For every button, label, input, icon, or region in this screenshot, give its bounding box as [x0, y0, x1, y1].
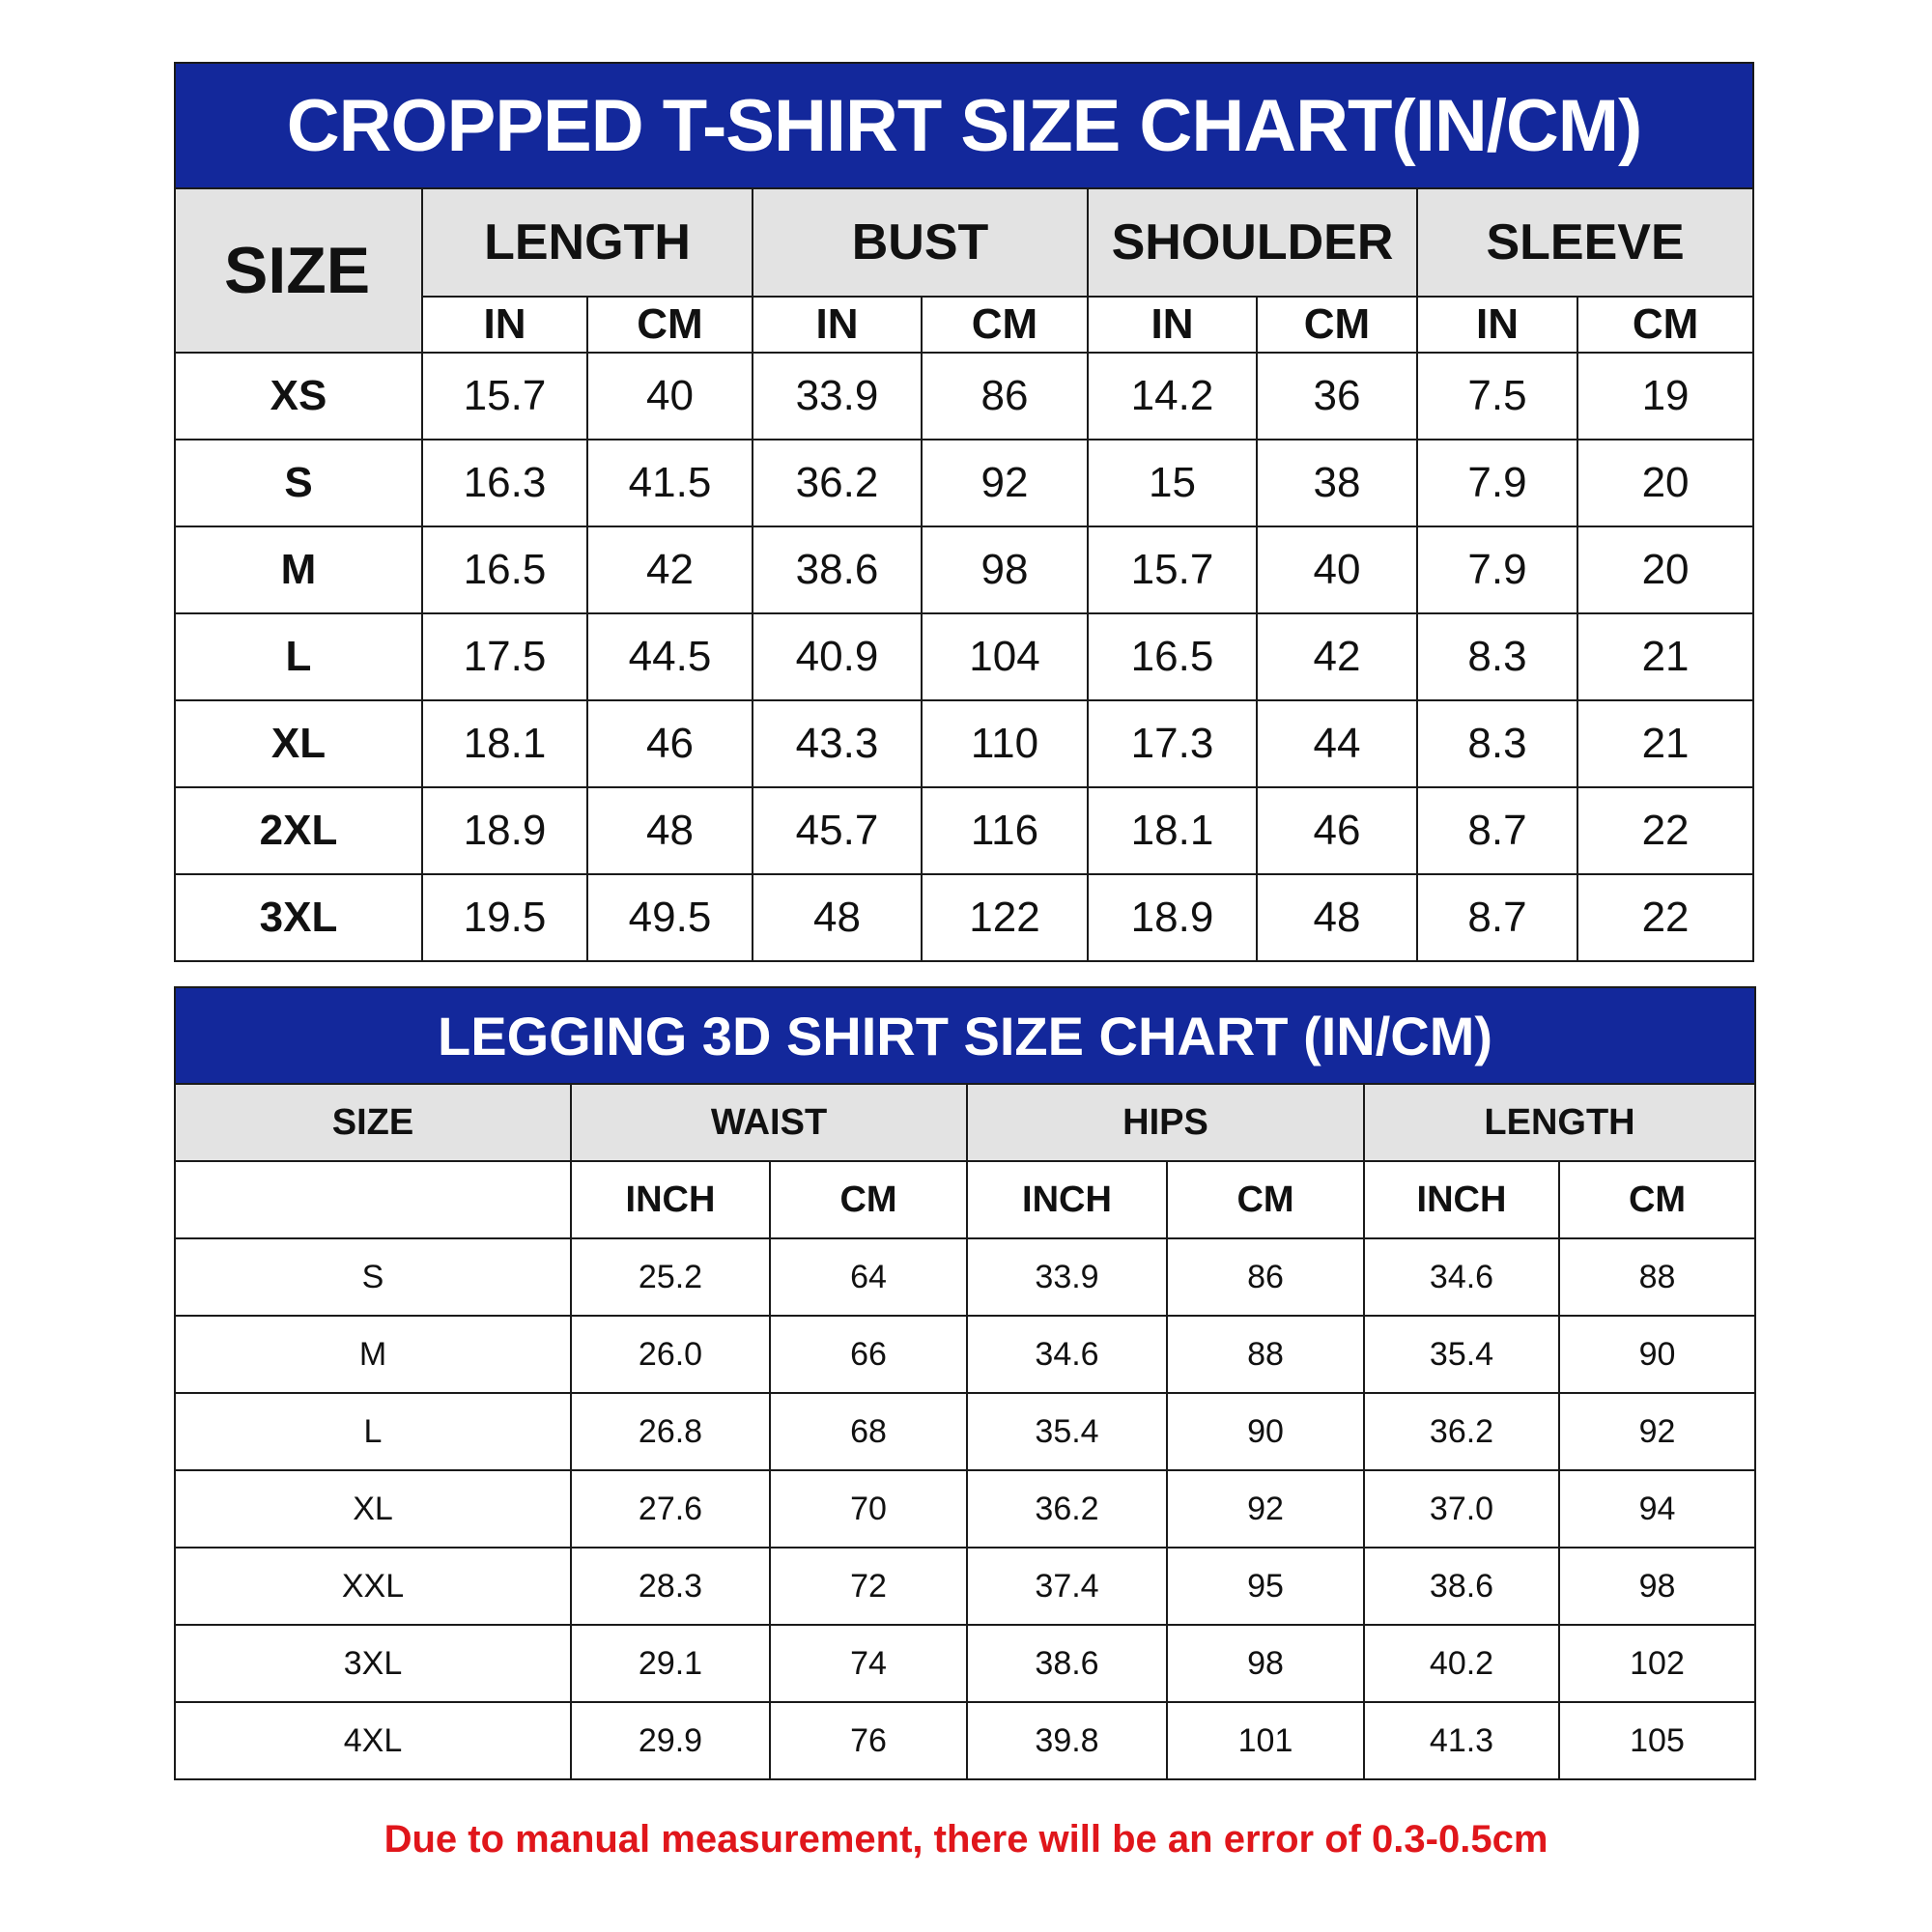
tshirt-value-cell: 46	[587, 700, 753, 787]
tshirt-value-cell: 7.9	[1417, 526, 1577, 613]
legging-value-cell: 38.6	[967, 1625, 1167, 1702]
legging-value-cell: 34.6	[1364, 1238, 1559, 1316]
legging-value-cell: 28.3	[571, 1548, 770, 1625]
tshirt-unit-header: IN	[1417, 297, 1577, 353]
legging-value-cell: 35.4	[1364, 1316, 1559, 1393]
legging-size-table	[174, 986, 1756, 1780]
legging-value-cell: 29.9	[571, 1702, 770, 1779]
tshirt-value-cell: 7.9	[1417, 440, 1577, 526]
legging-size-label: 3XL	[175, 1625, 571, 1702]
tshirt-value-cell: 92	[922, 440, 1088, 526]
legging-value-cell: 92	[1167, 1470, 1364, 1548]
legging-group-header-hips: HIPS	[967, 1084, 1364, 1161]
legging-size-label: S	[175, 1238, 571, 1316]
tshirt-value-cell: 18.1	[1088, 787, 1257, 874]
tshirt-group-header-bust: BUST	[753, 188, 1088, 297]
legging-value-cell: 29.1	[571, 1625, 770, 1702]
legging-value-cell: 66	[770, 1316, 967, 1393]
tshirt-value-cell: 44	[1257, 700, 1417, 787]
legging-value-cell: 90	[1559, 1316, 1755, 1393]
tshirt-value-cell: 41.5	[587, 440, 753, 526]
legging-value-cell: 88	[1167, 1316, 1364, 1393]
legging-value-cell: 27.6	[571, 1470, 770, 1548]
legging-unit-header: INCH	[967, 1161, 1167, 1238]
tshirt-size-label: XL	[175, 700, 422, 787]
tshirt-value-cell: 110	[922, 700, 1088, 787]
legging-value-cell: 64	[770, 1238, 967, 1316]
legging-value-cell: 101	[1167, 1702, 1364, 1779]
tshirt-table-row	[175, 526, 1753, 613]
legging-value-cell: 26.8	[571, 1393, 770, 1470]
legging-value-cell: 74	[770, 1625, 967, 1702]
legging-table-row	[175, 1316, 1755, 1393]
tshirt-unit-header: IN	[753, 297, 922, 353]
tshirt-value-cell: 40	[587, 353, 753, 440]
tshirt-value-cell: 20	[1577, 526, 1753, 613]
legging-unit-header: INCH	[571, 1161, 770, 1238]
legging-group-header-waist: WAIST	[571, 1084, 967, 1161]
tshirt-size-label: S	[175, 440, 422, 526]
tshirt-unit-header: CM	[922, 297, 1088, 353]
legging-value-cell: 40.2	[1364, 1625, 1559, 1702]
tshirt-value-cell: 48	[753, 874, 922, 961]
tshirt-group-header-shoulder: SHOULDER	[1088, 188, 1417, 297]
tshirt-value-cell: 18.1	[422, 700, 587, 787]
legging-value-cell: 41.3	[1364, 1702, 1559, 1779]
legging-value-cell: 105	[1559, 1702, 1755, 1779]
tshirt-value-cell: 21	[1577, 700, 1753, 787]
tshirt-value-cell: 22	[1577, 787, 1753, 874]
tshirt-unit-header: IN	[1088, 297, 1257, 353]
tshirt-value-cell: 116	[922, 787, 1088, 874]
tshirt-unit-header: CM	[587, 297, 753, 353]
tshirt-value-cell: 17.3	[1088, 700, 1257, 787]
tshirt-value-cell: 86	[922, 353, 1088, 440]
tshirt-group-header-length: LENGTH	[422, 188, 753, 297]
tshirt-value-cell: 48	[587, 787, 753, 874]
legging-value-cell: 36.2	[1364, 1393, 1559, 1470]
tshirt-value-cell: 40.9	[753, 613, 922, 700]
tshirt-value-cell: 42	[587, 526, 753, 613]
legging-size-label: L	[175, 1393, 571, 1470]
legging-value-cell: 34.6	[967, 1316, 1167, 1393]
tshirt-size-label: 3XL	[175, 874, 422, 961]
legging-value-cell: 94	[1559, 1470, 1755, 1548]
legging-value-cell: 26.0	[571, 1316, 770, 1393]
legging-size-label: M	[175, 1316, 571, 1393]
legging-table-row	[175, 1625, 1755, 1702]
legging-value-cell: 76	[770, 1702, 967, 1779]
tshirt-value-cell: 43.3	[753, 700, 922, 787]
tshirt-value-cell: 18.9	[1088, 874, 1257, 961]
legging-value-cell: 95	[1167, 1548, 1364, 1625]
tshirt-value-cell: 36.2	[753, 440, 922, 526]
tshirt-value-cell: 14.2	[1088, 353, 1257, 440]
legging-unit-header: CM	[1167, 1161, 1364, 1238]
legging-value-cell: 33.9	[967, 1238, 1167, 1316]
tshirt-value-cell: 42	[1257, 613, 1417, 700]
tshirt-value-cell: 19.5	[422, 874, 587, 961]
tshirt-value-cell: 40	[1257, 526, 1417, 613]
tshirt-chart-title: CROPPED T-SHIRT SIZE CHART(IN/CM)	[175, 63, 1753, 188]
tshirt-size-header: SIZE	[175, 188, 422, 353]
legging-value-cell: 37.4	[967, 1548, 1167, 1625]
tshirt-value-cell: 46	[1257, 787, 1417, 874]
legging-value-cell: 70	[770, 1470, 967, 1548]
tshirt-table-row	[175, 874, 1753, 961]
tshirt-unit-header: CM	[1577, 297, 1753, 353]
legging-value-cell: 98	[1559, 1548, 1755, 1625]
tshirt-group-header-sleeve: SLEEVE	[1417, 188, 1753, 297]
legging-size-header: SIZE	[175, 1084, 571, 1161]
legging-size-label: 4XL	[175, 1702, 571, 1779]
legging-size-label: XL	[175, 1470, 571, 1548]
tshirt-value-cell: 17.5	[422, 613, 587, 700]
tshirt-size-table	[174, 62, 1754, 962]
tshirt-value-cell: 7.5	[1417, 353, 1577, 440]
tshirt-value-cell: 19	[1577, 353, 1753, 440]
tshirt-value-cell: 16.5	[1088, 613, 1257, 700]
tshirt-value-cell: 48	[1257, 874, 1417, 961]
tshirt-value-cell: 38	[1257, 440, 1417, 526]
tshirt-value-cell: 8.3	[1417, 700, 1577, 787]
tshirt-value-cell: 38.6	[753, 526, 922, 613]
tshirt-unit-header: IN	[422, 297, 587, 353]
legging-value-cell: 72	[770, 1548, 967, 1625]
tshirt-size-label: L	[175, 613, 422, 700]
legging-chart-title: LEGGING 3D SHIRT SIZE CHART (IN/CM)	[175, 987, 1755, 1084]
tshirt-value-cell: 22	[1577, 874, 1753, 961]
legging-blank-cell	[175, 1161, 571, 1238]
legging-table-row	[175, 1548, 1755, 1625]
tshirt-value-cell: 8.7	[1417, 787, 1577, 874]
legging-table-row	[175, 1393, 1755, 1470]
tshirt-value-cell: 15.7	[1088, 526, 1257, 613]
legging-value-cell: 36.2	[967, 1470, 1167, 1548]
tshirt-table-row	[175, 700, 1753, 787]
tshirt-value-cell: 45.7	[753, 787, 922, 874]
legging-group-header-length: LENGTH	[1364, 1084, 1755, 1161]
legging-value-cell: 102	[1559, 1625, 1755, 1702]
legging-unit-header: INCH	[1364, 1161, 1559, 1238]
legging-value-cell: 98	[1167, 1625, 1364, 1702]
tshirt-value-cell: 15.7	[422, 353, 587, 440]
tshirt-table-row	[175, 353, 1753, 440]
tshirt-size-label: XS	[175, 353, 422, 440]
tshirt-value-cell: 49.5	[587, 874, 753, 961]
tshirt-table-row	[175, 613, 1753, 700]
tshirt-value-cell: 122	[922, 874, 1088, 961]
legging-value-cell: 38.6	[1364, 1548, 1559, 1625]
tshirt-value-cell: 15	[1088, 440, 1257, 526]
measurement-note: Due to manual measurement, there will be an error of 0.3-0.5cm	[384, 1818, 1548, 1861]
legging-table-row	[175, 1702, 1755, 1779]
tshirt-value-cell: 98	[922, 526, 1088, 613]
tshirt-table-row	[175, 440, 1753, 526]
tshirt-value-cell: 20	[1577, 440, 1753, 526]
tshirt-value-cell: 18.9	[422, 787, 587, 874]
tshirt-value-cell: 16.5	[422, 526, 587, 613]
tshirt-unit-header: CM	[1257, 297, 1417, 353]
legging-value-cell: 35.4	[967, 1393, 1167, 1470]
legging-value-cell: 25.2	[571, 1238, 770, 1316]
tshirt-value-cell: 16.3	[422, 440, 587, 526]
tshirt-table-row	[175, 787, 1753, 874]
legging-value-cell: 37.0	[1364, 1470, 1559, 1548]
legging-unit-header: CM	[1559, 1161, 1755, 1238]
tshirt-value-cell: 21	[1577, 613, 1753, 700]
tshirt-value-cell: 44.5	[587, 613, 753, 700]
tshirt-size-label: M	[175, 526, 422, 613]
tshirt-size-label: 2XL	[175, 787, 422, 874]
tshirt-value-cell: 36	[1257, 353, 1417, 440]
legging-value-cell: 39.8	[967, 1702, 1167, 1779]
tshirt-value-cell: 104	[922, 613, 1088, 700]
legging-value-cell: 68	[770, 1393, 967, 1470]
legging-value-cell: 88	[1559, 1238, 1755, 1316]
legging-value-cell: 92	[1559, 1393, 1755, 1470]
tshirt-value-cell: 8.7	[1417, 874, 1577, 961]
legging-table-row	[175, 1238, 1755, 1316]
tshirt-value-cell: 8.3	[1417, 613, 1577, 700]
legging-value-cell: 86	[1167, 1238, 1364, 1316]
legging-table-row	[175, 1470, 1755, 1548]
legging-size-label: XXL	[175, 1548, 571, 1625]
legging-value-cell: 90	[1167, 1393, 1364, 1470]
tshirt-value-cell: 33.9	[753, 353, 922, 440]
legging-unit-header: CM	[770, 1161, 967, 1238]
